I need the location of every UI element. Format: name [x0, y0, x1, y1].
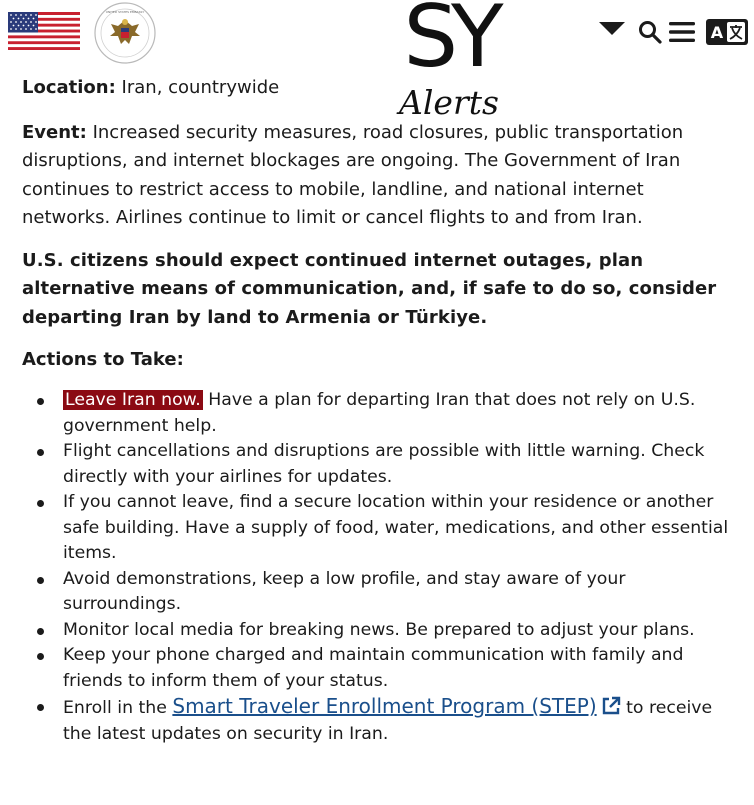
chevron-down-icon[interactable]: [599, 22, 625, 35]
leave-now-highlight: Leave Iran now.: [65, 390, 201, 410]
language-glyph: A: [710, 23, 724, 42]
bullet-icon: [37, 577, 44, 584]
list-item-text: Have a plan for departing Iran that does not rely on U.S. government help.: [63, 390, 696, 436]
step-enrollment-link[interactable]: Smart Traveler Enrollment Program (STEP): [172, 694, 597, 718]
list-item: [22, 694, 734, 747]
bold-notice: U.S. citizens should expect continued internet outages, plan alternative means of communication, and, if safe to do so, consider departing Iran by land to Armenia or Türkiye.: [22, 249, 717, 328]
event-text: Increased security measures, road closures, public transportation disruptions, and internet blockages are ongoing. The Government of Iran continues to restrict access to mobile, landline, and national internet networks. Airlines continue to limit or cancel flights to and from Iran.: [22, 121, 684, 228]
embassy-seal-icon[interactable]: [94, 2, 156, 64]
list-item: [22, 439, 734, 490]
list-item: [22, 388, 734, 439]
list-item-text: Monitor local media for breaking news. Be prepared to adjust your plans.: [63, 619, 695, 640]
bullet-icon: [37, 500, 44, 507]
location-label: Location:: [22, 77, 116, 98]
logo-main-text: SY: [403, 0, 497, 87]
list-item-text: to receive the latest updates on security in Iran.: [63, 698, 713, 744]
event-paragraph: [22, 119, 734, 233]
list-item-text: If you cannot leave, find a secure location within your residence or another safe building. Have a supply of food, water, medications, and other essential items.: [63, 492, 729, 563]
list-item: [22, 567, 734, 618]
location-line: [22, 74, 734, 103]
logo-sub-text: Alerts: [399, 83, 499, 122]
bullet-icon: [37, 628, 44, 635]
site-header: [0, 0, 754, 66]
actions-heading: Actions to Take:: [22, 349, 184, 370]
hamburger-menu-icon[interactable]: [668, 20, 696, 44]
list-item: [22, 643, 734, 694]
actions-list: [22, 388, 734, 747]
external-link-icon[interactable]: [601, 696, 621, 716]
list-item-text: Avoid demonstrations, keep a low profile, and stay aware of your surroundings.: [63, 568, 626, 614]
list-item-text: Enroll in the: [63, 698, 167, 718]
list-item: [22, 618, 734, 644]
search-icon[interactable]: [638, 20, 662, 44]
translate-icon[interactable]: [706, 19, 748, 45]
location-value: Iran, countrywide: [121, 77, 280, 98]
bullet-icon: [37, 653, 44, 660]
seal-text: UNITED STATES EMBASSY: [105, 10, 145, 14]
alert-content: [22, 74, 734, 747]
list-item: [22, 490, 734, 567]
list-item-text: Keep your phone charged and maintain communication with family and friends to inform them of your status.: [63, 645, 684, 691]
bullet-icon: [37, 398, 44, 405]
us-flag-icon[interactable]: [8, 12, 80, 50]
bullet-icon: [37, 704, 44, 711]
bullet-icon: [37, 449, 44, 456]
list-item-text: Flight cancellations and disruptions are possible with little warning. Check directly with your airlines for updates.: [63, 441, 705, 487]
event-label: Event:: [22, 121, 87, 143]
